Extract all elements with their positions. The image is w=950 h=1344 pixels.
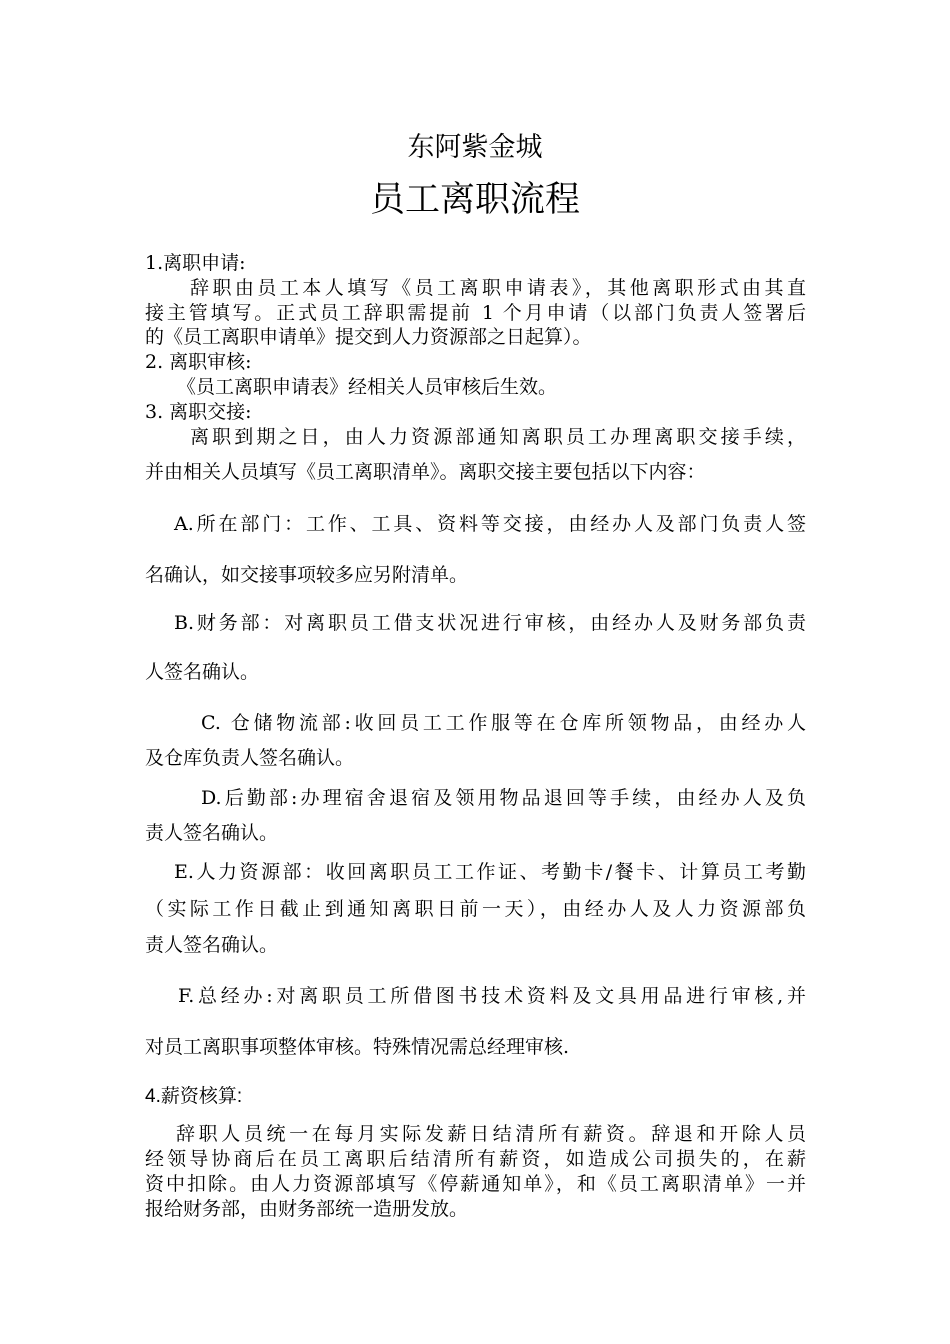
section-4-line-4: 报给财务部，由财务部统一造册发放。 (145, 1198, 469, 1220)
document-title: 员工离职流程 (369, 180, 580, 220)
item-f-line-2: 对员工离职事项整体审核。特殊情况需总经理审核. (145, 1036, 570, 1058)
section-1-line-2: 接主管填写。正式员工辞职需提前 1 个月申请（以部门负责人签署后 (145, 302, 806, 324)
section-3-heading: 3. 离职交接: (145, 401, 252, 423)
item-d-line-2: 责人签名确认。 (145, 822, 279, 844)
section-4-heading: 4.薪资核算: (145, 1086, 243, 1107)
item-d-line-1: D.后勤部:办理宿舍退宿及领用物品退回等手续，由经办人及负 (201, 787, 806, 809)
item-c-line-1: C. 仓储物流部:收回员工工作服等在仓库所领物品，由经办人 (201, 712, 806, 734)
section-3-line-1: 离职到期之日，由人力资源部通知离职员工办理离职交接手续， (190, 426, 806, 448)
item-e-line-3: 责人签名确认。 (145, 934, 279, 956)
section-3-line-2: 并由相关人员填写《员工离职清单》。离职交接主要包括以下内容： (145, 461, 706, 483)
item-b-line-1: B.财务部：对离职员工借支状况进行审核，由经办人及财务部负责 (174, 612, 806, 634)
section-4-line-1: 辞职人员统一在每月实际发薪日结清所有薪资。辞退和开除人员 (176, 1123, 806, 1145)
item-e-line-2: （实际工作日截止到通知离职日前一天），由经办人及人力资源部负 (145, 898, 806, 920)
section-2-heading: 2. 离职审核: (145, 351, 252, 373)
section-4-line-3: 资中扣除。由人力资源部填写《停薪通知单》，和《员工离职清单》一并 (145, 1173, 806, 1195)
item-a-line-2: 名确认，如交接事项较多应另附清单。 (145, 564, 469, 586)
company-name: 东阿紫金城 (407, 132, 543, 163)
item-c-line-2: 及仓库负责人签名确认。 (145, 747, 355, 769)
section-1-line-1: 辞职由员工本人填写《员工离职申请表》，其他离职形式由其直 (190, 277, 806, 299)
item-e-line-1: E.人力资源部：收回离职员工工作证、考勤卡/餐卡、计算员工考勤 (174, 861, 806, 883)
item-f-line-1: F.总经办:对离职员工所借图书技术资料及文具用品进行审核,并 (178, 985, 806, 1007)
section-2-line-1: 《员工离职申请表》经相关人员审核后生效。 (177, 376, 558, 398)
section-4-line-2: 经领导协商后在员工离职后结清所有薪资，如造成公司损失的，在薪 (145, 1148, 806, 1170)
item-b-line-2: 人签名确认。 (145, 661, 260, 683)
section-1-line-3: 的《员工离职申请单》提交到人力资源部之日起算）。 (145, 326, 592, 348)
item-a-line-1: A.所在部门：工作、工具、资料等交接，由经办人及部门负责人签 (174, 513, 806, 535)
section-1-heading: 1.离职申请: (145, 252, 246, 274)
